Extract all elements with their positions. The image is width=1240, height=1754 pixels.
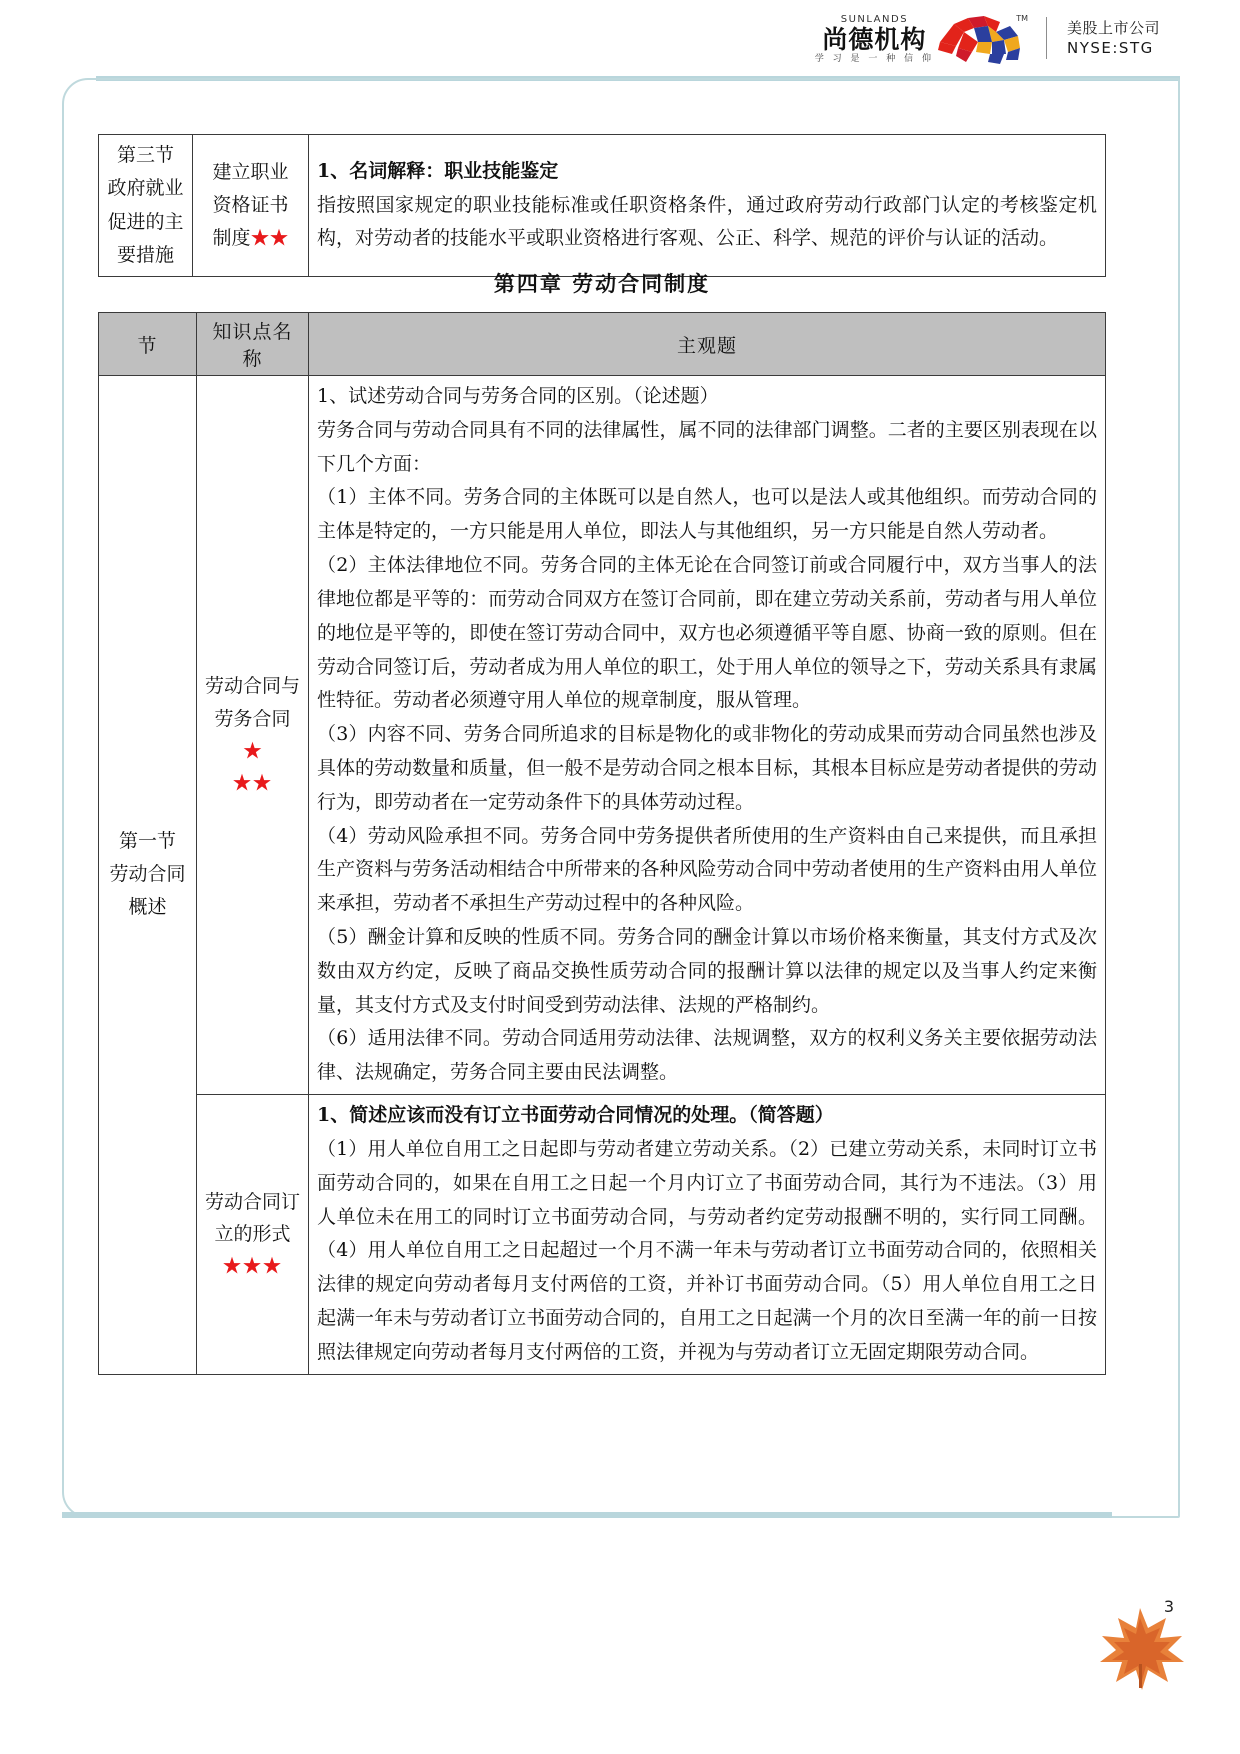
content-paragraph: （1）主体不同。劳务合同的主体既可以是自然人，也可以是法人或其他组织。而劳动合同的主体是特定的，一方只能是用人单位，即法人与其他组织，另一方只能是自然人劳动者。 <box>317 486 1097 543</box>
table-header-row <box>99 313 1106 376</box>
brand-divider <box>1046 17 1047 59</box>
knowledge-point-line: 资格证书 <box>212 193 289 216</box>
content-cell <box>309 135 1106 277</box>
section-cell <box>99 376 197 1375</box>
content-paragraph: （3）内容不同、劳务合同所追求的目标是物化的或非物化的劳动成果而劳动合同虽然也涉及具体的劳动数量和质量，但一般不是劳动合同之根本目标，其根本目标应是劳动者提供的劳动行为，即劳动者在一定劳动条件下的具体劳动过程。 <box>317 723 1097 813</box>
column-header-section: 节 <box>99 313 197 376</box>
difficulty-stars: ★★★ <box>222 1255 283 1278</box>
table-row <box>99 135 1106 277</box>
table-row <box>99 1095 1106 1375</box>
knowledge-point-cell <box>193 135 309 277</box>
section-line: 概述 <box>128 896 167 919</box>
knowledge-point-line: 劳动合同订 <box>205 1190 301 1213</box>
content-paragraph: （1）用人单位自用工之日起即与劳动者建立劳动关系。（2）已建立劳动关系，未同时订立书面劳动合同的，如果在自用工之日起一个月内订立了书面劳动合同，其行为不违法。（3）用人单位未在用工的同时订立书面劳动合同，与劳动者约定劳动报酬不明的，实行同工同酬。（4）用人单位自用工之日起超过一个月不满一年未与劳动者订立书面劳动合同的，依照相关法律的规定向劳动者每月支付两倍的工资，并补订书面劳动合同。（5）用人单位自用工之日起满一年未与劳动者订立书面劳动合同的，自用工之日起满一个月的次日至满一年的前一日按照法律规定向劳动者每月支付两倍的工资，并视为与劳动者订立无固定期限劳动合同。 <box>317 1137 1097 1363</box>
content-paragraph: 1、试述劳动合同与劳务合同的区别。（论述题） <box>317 385 719 407</box>
page-number: 3 <box>1163 1597 1174 1616</box>
brand-name: 尚德机构 <box>822 25 927 54</box>
knowledge-point-line: 制度 <box>212 227 251 250</box>
brand-wordmark <box>815 15 934 64</box>
content-paragraph: 指按照国家规定的职业技能标准或任职资格条件，通过政府劳动行政部门认定的考核鉴定机构，对劳动者的技能水平或职业资格进行客观、公正、科学、规范的评价与认证的活动。 <box>317 193 1097 250</box>
page-frame-bottom-bar <box>62 1512 1112 1518</box>
knowledge-point-line: 建立职业 <box>212 160 289 183</box>
difficulty-stars: ★★ <box>250 227 289 250</box>
listing-en: NYSE:STG <box>1066 39 1154 57</box>
content-paragraph: 劳务合同与劳动合同具有不同的法律属性，属不同的法律部门调整。二者的主要区别表现在以下几个方面： <box>317 418 1097 475</box>
bull-logo-icon <box>934 12 1026 64</box>
column-header-knowledge-point: 知识点名称 <box>197 313 309 376</box>
section-line: 劳动合同 <box>109 863 186 886</box>
brand-pinyin: SUNLANDS <box>840 14 909 25</box>
knowledge-point-line-with-stars <box>201 222 300 255</box>
knowledge-point-cell <box>197 1095 309 1375</box>
brand-block <box>815 12 1160 64</box>
listing-info <box>1067 18 1160 59</box>
listing-cn: 美股上市公司 <box>1066 18 1160 37</box>
content-cell <box>309 376 1106 1095</box>
knowledge-point-line: 劳动合同与 <box>205 675 301 698</box>
content-paragraph: （2）主体法律地位不同。劳务合同的主体无论在合同签订前或合同履行中，双方当事人的法律地位都是平等的：而劳动合同双方在签订合同前，即在建立劳动关系前，劳动者与用人单位的地位是平等的，即使在签订劳动合同中，双方也必须遵循平等自愿、协商一致的原则。但在劳动合同签订后，劳动者成为用人单位的职工，处于用人单位的领导之下，劳动关系具有隶属性特征。劳动者必须遵守用人单位的规章制度，服从管理。 <box>317 554 1097 712</box>
content-paragraph: （6）适用法律不同。劳动合同适用劳动法律、法规调整，双方的权利义务关主要依据劳动法律、法规确定，劳务合同主要由民法调整。 <box>317 1027 1097 1084</box>
section-line: 要措施 <box>116 243 174 266</box>
section-cell <box>99 135 193 277</box>
difficulty-star-inline: ★ <box>242 740 262 763</box>
knowledge-point-line: 劳务合同 <box>214 707 291 730</box>
knowledge-point-line: 立的形式 <box>214 1223 291 1246</box>
knowledge-point-line-with-stars <box>205 703 300 768</box>
maple-leaf-icon <box>1092 1604 1188 1692</box>
brand-slogan: 学 习 是 一 种 信 仰 <box>814 54 934 64</box>
table-row <box>99 376 1106 1095</box>
column-header-subjective-question: 主观题 <box>309 313 1106 376</box>
section-line: 促进的主 <box>107 210 184 233</box>
chapter-title: 第四章 劳动合同制度 <box>493 271 711 296</box>
content-cell <box>309 1095 1106 1375</box>
knowledge-point-cell <box>197 376 309 1095</box>
section-line: 第三节 <box>116 144 174 166</box>
trademark-icon: TM <box>1016 14 1028 23</box>
content-title: 1、简述应该而没有订立书面劳动合同情况的处理。（简答题） <box>317 1104 834 1127</box>
page-frame-top-bar <box>96 76 1180 81</box>
content-paragraph: （4）劳动风险承担不同。劳务合同中劳务提供者所使用的生产资料由自己来提供，而且承担生产资料与劳务活动相结合中所带来的各种风险劳动合同中劳动者使用的生产资料由用人单位来承担，劳动者不承担生产劳动过程中的各种风险。 <box>317 824 1097 915</box>
content-paragraph: （5）酬金计算和反映的性质不同。劳务合同的酬金计算以市场价格来衡量，其支付方式及次数由双方约定，反映了商品交换性质劳动合同的报酬计算以法律的规定以及当事人约定来衡量，其支付方式及支付时间受到劳动法律、法规的严格制约。 <box>317 926 1097 1016</box>
difficulty-stars: ★★ <box>232 772 273 795</box>
page-header <box>0 0 1240 96</box>
table-previous-section <box>98 134 1106 277</box>
section-line: 政府就业 <box>107 177 184 200</box>
table-chapter-four <box>98 312 1106 1375</box>
content-title: 1、名词解释：职业技能鉴定 <box>317 159 559 182</box>
brand-logo-group <box>815 12 1026 64</box>
section-line: 第一节 <box>118 829 176 852</box>
